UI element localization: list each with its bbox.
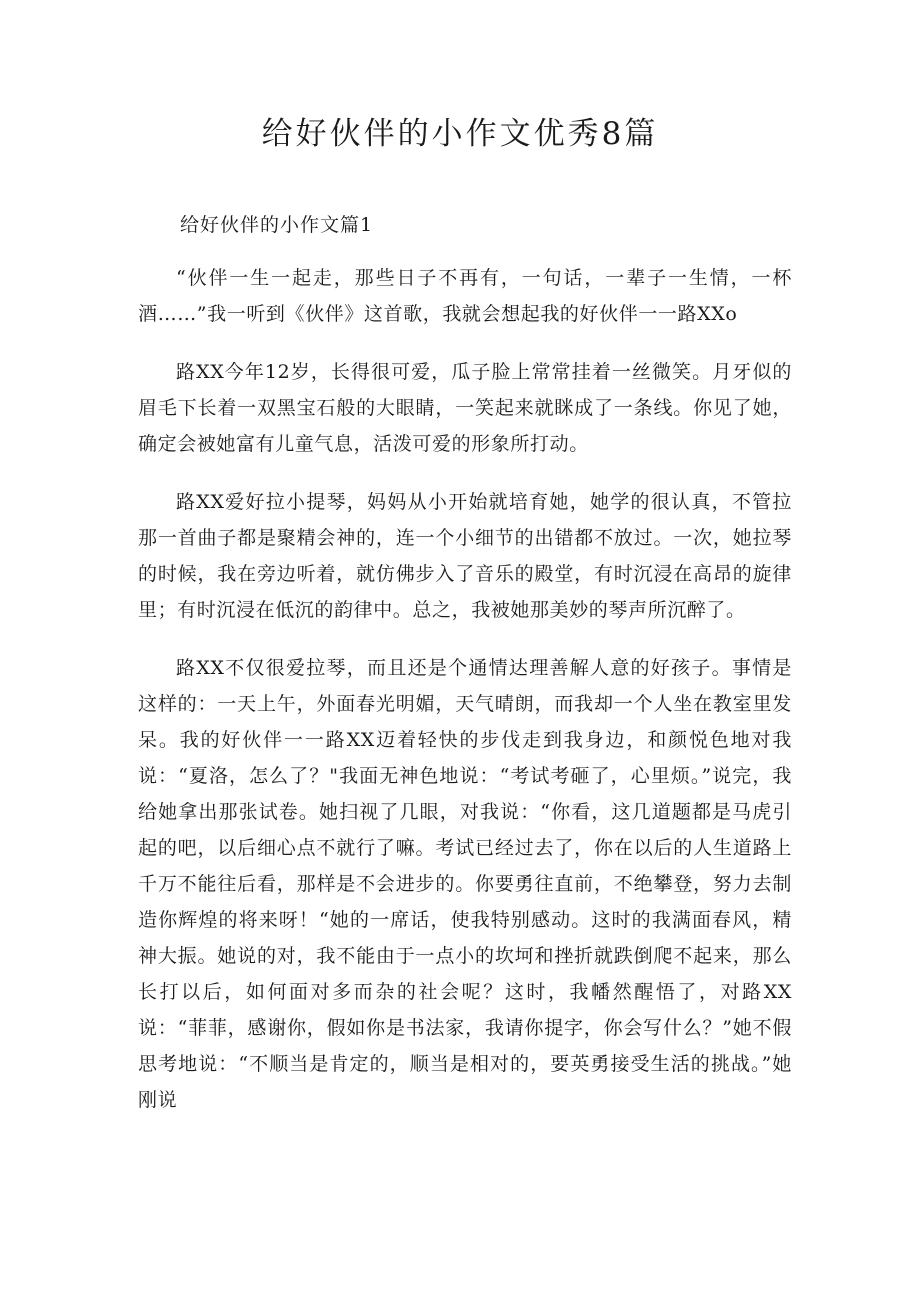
paragraph-4: 路XX不仅很爱拉琴，而且还是个通情达理善解人意的好孩子。事情是这样的：一天上午，外面春光明媚，天气晴朗，而我却一个人坐在教室里发呆。我的好伙伴一一路XX迈着轻快的步伐走到我身边，和颜悦色地对我说：“夏洛，怎么了？"我面无神色地说：“考试考砸了，心里烦。”说完，我给她拿出那张试卷。她扫视了几眼，对我说：“你看，这几道题都是马虎引起的吧，以后细心点不就行了嘛。考试已经过去了，你在以后的人生道路上千万不能往后看，那样是不会进步的。你要勇往直前，不绝攀登，努力去制造你辉煌的将来呀！“她的一席话，使我特别感动。这时的我满面春风，精神大振。她说的对，我不能由于一点小的坎坷和挫折就跌倒爬不起来，那么长打以后，如何面对多而杂的社会呢？这时，我幡然醒悟了，对路XX说：“菲菲，感谢你，假如你是书法家，我请你提字，你会写什么？”她不假思考地说：“不顺当是肯定的，顺当是相对的，要英勇接受生活的挑战。”她刚说 [138, 657, 792, 1111]
paragraph-3: 路XX爱好拉小提琴，妈妈从小开始就培育她，她学的很认真，不管拉那一首曲子都是聚精会神的，连一个小细节的出错都不放过。一次，她拉琴的时候，我在旁边听着，就仿佛步入了音乐的殿堂，有时沉浸在高昂的旋律里；有时沉浸在低沉的韵律中。总之，我被她那美妙的琴声所沉醉了。 [138, 491, 792, 621]
paragraph-1: “伙伴一生一起走，那些日子不再有，一句话，一辈子一生情，一杯酒……”我一听到《伙伴》这首歌，我就会想起我的好伙伴一一路XXo [138, 267, 792, 325]
document-title: 给好伙伴的小作文优秀8篇 [261, 116, 659, 152]
paragraph-2: 路XX今年12岁，长得很可爱，瓜子脸上常常挂着一丝微笑。月牙似的眉毛下长着一双黑宝石般的大眼睛，一笑起来就眯成了一条线。你见了她，确定会被她富有儿童气息，活泼可爱的形象所打动。 [138, 361, 792, 455]
document-body [138, 260, 792, 1140]
section-heading: 给好伙伴的小作文篇1 [180, 214, 374, 236]
